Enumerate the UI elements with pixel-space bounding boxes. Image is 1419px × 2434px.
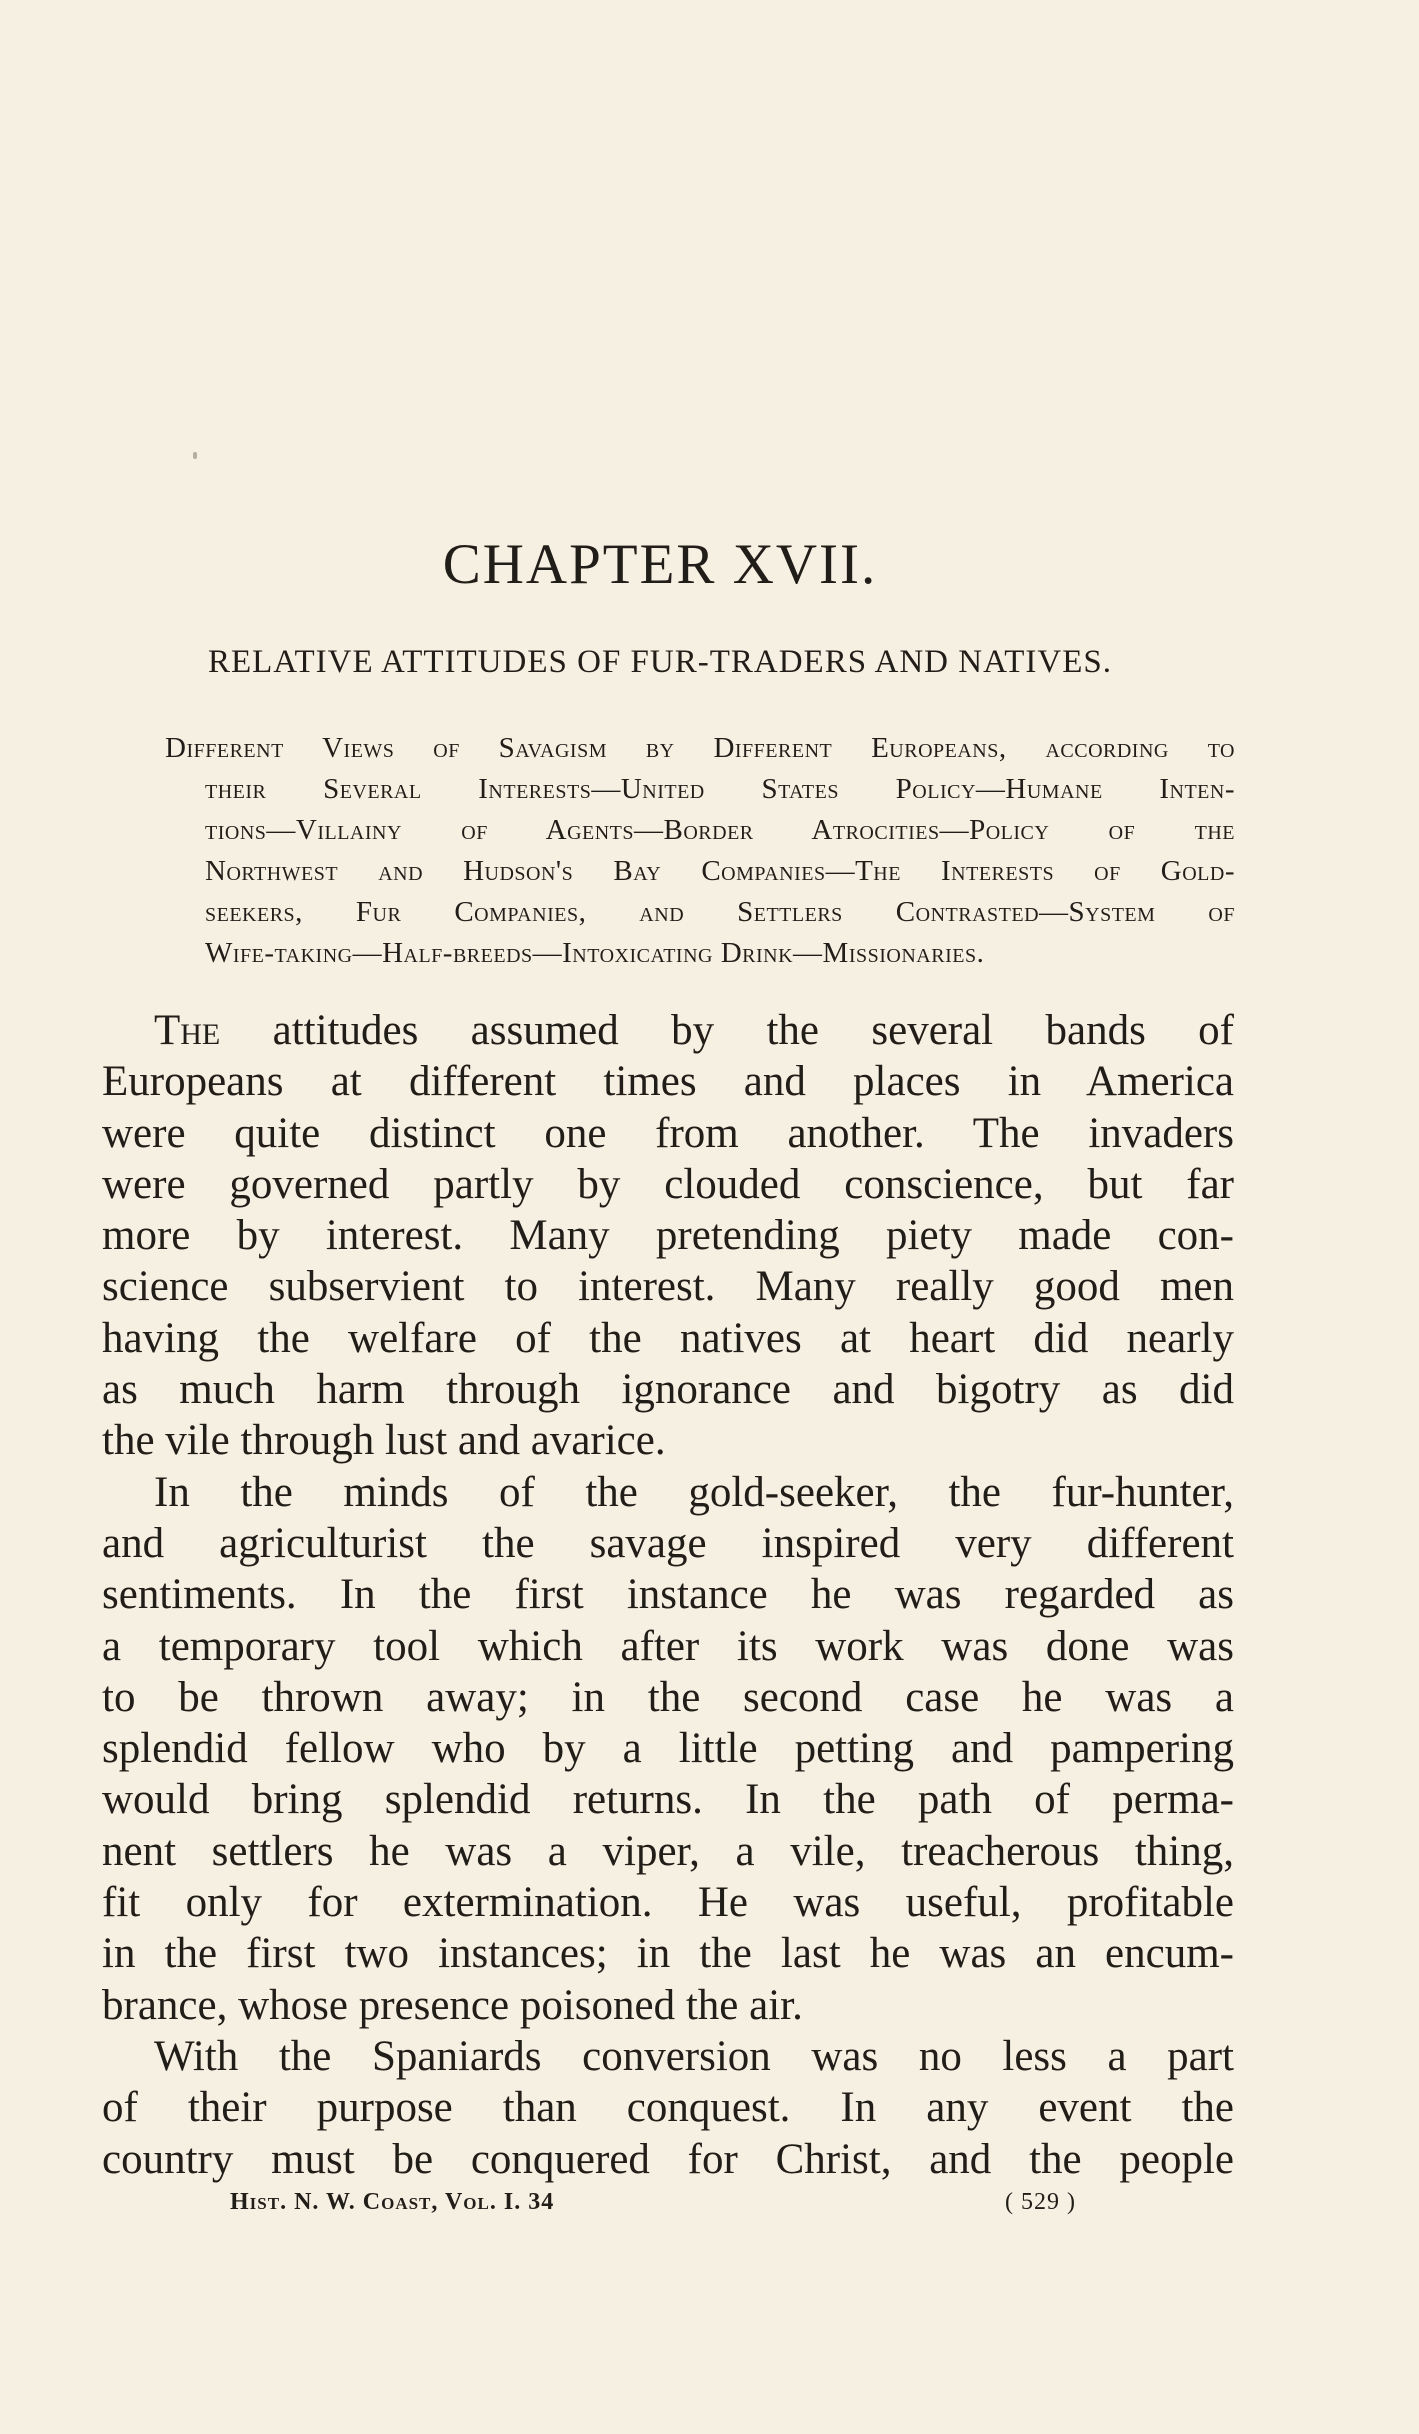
body-line: splendid fellow who by a little petting and pampering [102, 1725, 1234, 1773]
body-line: in the first two instances; in the last he was an encum- [102, 1930, 1234, 1978]
body-line: In the minds of the gold-seeker, the fur-hunter, [154, 1468, 1234, 1516]
body-line: were quite distinct one from another. The invaders [102, 1109, 1234, 1157]
body-line: the vile through lust and avarice. [102, 1417, 666, 1465]
footer-signature: Hist. N. W. Coast, Vol. I. 34 [230, 2189, 555, 2215]
opening-word: The [154, 1007, 221, 1054]
body-line: brance, whose presence poisoned the air. [102, 1981, 803, 2029]
chapter-subtitle: RELATIVE ATTITUDES OF FUR-TRADERS AND NATIVES. [207, 644, 1113, 680]
synopsis-line: tions—Villainy of Agents—Border Atrocities—Policy of the [205, 814, 1235, 846]
body-line: were governed partly by clouded conscience, but far [102, 1160, 1234, 1208]
body-line: as much harm through ignorance and bigotry as did [102, 1366, 1234, 1414]
body-line: of their purpose than conquest. In any event the [102, 2084, 1234, 2132]
chapter-synopsis [165, 728, 1235, 974]
body-line: science subservient to interest. Many really good men [102, 1263, 1234, 1311]
opening-line-rest: attitudes assumed by the several bands of [220, 1007, 1234, 1054]
synopsis-line: their Several Interests—United States Policy—Humane Inten- [205, 773, 1235, 805]
body-line: would bring splendid returns. In the path of perma- [102, 1776, 1234, 1824]
body-line: and agriculturist the savage inspired very different [102, 1519, 1234, 1567]
body-line [102, 1005, 1234, 1056]
paper-speck [193, 452, 197, 459]
page-number: ( 529 ) [1005, 2189, 1076, 2215]
body-line: fit only for extermination. He was useful, profitable [102, 1879, 1234, 1927]
body-line: having the welfare of the natives at heart did nearly [102, 1314, 1234, 1362]
body-line: country must be conquered for Christ, and the people [102, 2135, 1234, 2183]
body-line: nent settlers he was a viper, a vile, treacherous thing, [102, 1827, 1234, 1875]
body-text [102, 1005, 1234, 2185]
chapter-title: CHAPTER XVII. [442, 533, 878, 596]
body-line: to be thrown away; in the second case he was a [102, 1673, 1234, 1721]
body-line: more by interest. Many pretending piety made con- [102, 1212, 1234, 1260]
synopsis-line: Different Views of Savagism by Different Europeans, according to [165, 732, 1235, 764]
synopsis-line: seekers, Fur Companies, and Settlers Contrasted—System of [205, 896, 1235, 928]
synopsis-line: Wife-taking—Half-breeds—Intoxicating Drink—Missionaries. [205, 937, 985, 969]
body-line: Europeans at different times and places in America [102, 1058, 1234, 1106]
synopsis-line: Northwest and Hudson's Bay Companies—The Interests of Gold- [205, 855, 1235, 887]
body-line: sentiments. In the first instance he was regarded as [102, 1571, 1234, 1619]
body-line: a temporary tool which after its work was done was [102, 1622, 1234, 1670]
body-line: With the Spaniards conversion was no less a part [154, 2032, 1234, 2080]
